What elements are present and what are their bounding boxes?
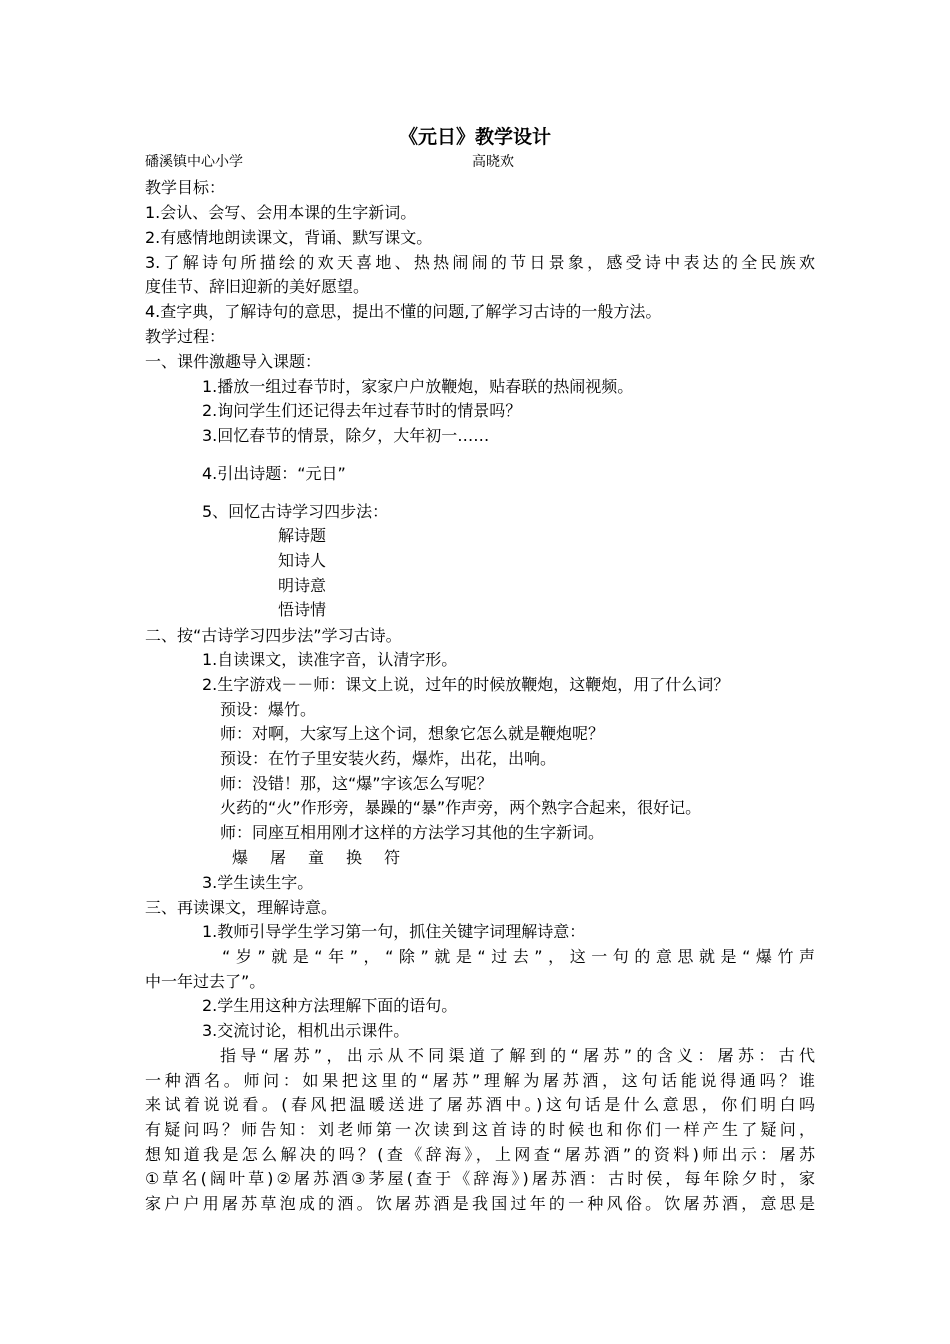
new-character: 童 — [308, 848, 325, 867]
list-item: 3.回忆春节的情景，除夕，大年初一…… — [202, 426, 490, 445]
objective-item: 2.有感情地朗读课文，背诵、默写课文。 — [145, 228, 433, 247]
new-character: 符 — [384, 848, 401, 867]
list-item: 4.引出诗题：“元日” — [202, 464, 346, 483]
paragraph-line: 家户户用屠苏草泡成的酒。饮屠苏酒是我国过年的一种风俗。饮屠苏酒，意思是 — [145, 1194, 815, 1213]
paragraph-line: 想知道我是怎么解决的吗？(查《辞海》，上网查“屠苏酒”的资料)师出示：屠苏 — [145, 1145, 815, 1164]
method-step: 解诗题 — [278, 526, 327, 545]
objective-item: 3.了解诗句所描绘的欢天喜地、热热闹闹的节日景象，感受诗中表达的全民族欢 — [145, 253, 815, 272]
process-heading: 教学过程： — [145, 327, 226, 346]
paragraph-line: ①草名(阔叶草)②屠苏酒③茅屋(查于《辞海》)屠苏酒：古时侯，每年除夕时，家 — [145, 1169, 815, 1188]
list-item: 1.播放一组过春节时，家家户户放鞭炮，贴春联的热闹视频。 — [202, 377, 634, 396]
list-item: 3.交流讨论，相机出示课件。 — [202, 1021, 410, 1040]
list-item: 2.生字游戏－－师：课文上说，过年的时候放鞭炮，这鞭炮，用了什么词？ — [202, 675, 730, 694]
objective-item: 4.查字典，了解诗句的意思，提出不懂的问题,了解学习古诗的一般方法。 — [145, 302, 662, 321]
paragraph-line: 指导“屠苏”，出示从不同渠道了解到的“屠苏”的含义：屠苏：古代 — [220, 1046, 815, 1065]
paragraph-line: 有疑问吗？师告知：刘老师第一次读到这首诗的时候也和你们一样产生了疑问， — [145, 1120, 815, 1139]
dialog-line: 师：没错！那，这“爆”字该怎么写呢？ — [220, 774, 493, 793]
dialog-line: 预设：爆竹。 — [220, 700, 317, 719]
dialog-line: 师：对啊，大家写上这个词，想象它怎么就是鞭炮呢？ — [220, 724, 605, 743]
list-item: 5、回忆古诗学习四步法： — [202, 502, 389, 521]
author-name: 高晓欢 — [472, 154, 514, 170]
new-character: 屠 — [270, 848, 287, 867]
dialog-line: 火药的“火”作形旁，暴躁的“暴”作声旁，两个熟字合起来，很好记。 — [220, 798, 702, 817]
method-step: 知诗人 — [278, 551, 327, 570]
dialog-line: 师：同座互相用刚才这样的方法学习其他的生字新词。 — [220, 823, 605, 842]
list-item: 2.询问学生们还记得去年过春节时的情景吗？ — [202, 401, 522, 420]
section-heading: 二、按“古诗学习四步法”学习古诗。 — [145, 626, 402, 645]
section-heading: 三、再读课文，理解诗意。 — [145, 898, 338, 917]
list-item: 1.自读课文，读准字音，认清字形。 — [202, 650, 458, 669]
school-name: 磻溪镇中心小学 — [145, 154, 243, 170]
explanation-line-continued: 中一年过去了”。 — [145, 972, 266, 991]
explanation-line: “岁”就是“年”，“除”就是“过去”，这一句的意思就是“爆竹声 — [222, 947, 815, 966]
list-item: 2.学生用这种方法理解下面的语句。 — [202, 996, 458, 1015]
new-characters-row — [232, 846, 902, 870]
method-step: 明诗意 — [278, 576, 327, 595]
list-item: 3.学生读生字。 — [202, 873, 314, 892]
method-step: 悟诗情 — [278, 600, 327, 619]
paragraph-line: 来试着说说看。(春风把温暖送进了屠苏酒中。)这句话是什么意思，你们明白吗 — [145, 1095, 815, 1114]
paragraph-line: 一种酒名。师问：如果把这里的“屠苏”理解为屠苏酒，这句话能说得通吗？谁 — [145, 1071, 815, 1090]
objective-item: 1.会认、会写、会用本课的生字新词。 — [145, 203, 417, 222]
document-title: 《元日》教学设计 — [398, 126, 551, 148]
section-heading: 一、课件激趣导入课题： — [145, 352, 322, 371]
new-character: 爆 — [232, 848, 249, 867]
objectives-heading: 教学目标： — [145, 178, 226, 197]
new-character: 换 — [346, 848, 363, 867]
list-item: 1.教师引导学生学习第一句，抓住关键字词理解诗意： — [202, 922, 586, 941]
dialog-line: 预设：在竹子里安装火药，爆炸，出花，出响。 — [220, 749, 557, 768]
objective-item-continued: 度佳节、辞旧迎新的美好愿望。 — [145, 277, 370, 296]
